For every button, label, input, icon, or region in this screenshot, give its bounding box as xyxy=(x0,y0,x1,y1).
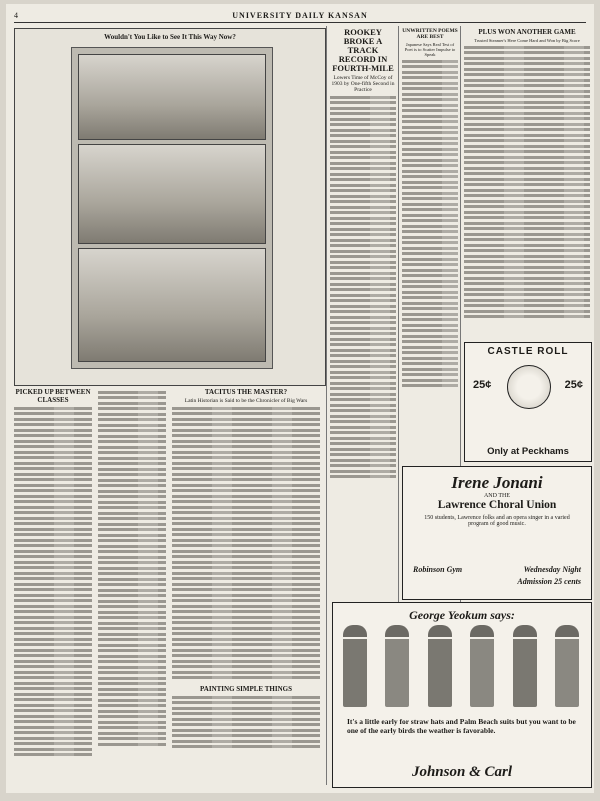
feature-block xyxy=(14,28,326,386)
newspaper-page xyxy=(6,4,594,793)
concert-ad xyxy=(402,466,592,600)
castle-tagline: Only at Peckhams xyxy=(487,446,569,457)
story-title: PLUS WON ANOTHER GAME xyxy=(478,28,576,36)
price-right: 25¢ xyxy=(564,379,583,391)
performer-name: Irene Jonani xyxy=(451,473,543,492)
castle-title: CASTLE ROLL xyxy=(487,346,569,357)
feature-title: Wouldn't You Like to See It This Way Now? xyxy=(104,33,236,41)
figure-icon xyxy=(343,625,367,707)
concert-admission: Admission 25 cents xyxy=(517,577,581,586)
story-picked-up xyxy=(14,388,92,788)
castle-emblem xyxy=(507,365,551,409)
masthead-rule xyxy=(14,22,586,23)
story-tacitus xyxy=(172,388,320,788)
concert-date: Wednesday Night xyxy=(523,565,581,574)
photo-collage xyxy=(71,47,273,369)
figure-icon xyxy=(428,625,452,707)
sponsor-logo: Johnson & Carl xyxy=(411,764,513,780)
story-subtitle: Trusted Steamer's Here Come Hard and Won by Big Score xyxy=(474,38,580,43)
story-title: PICKED UP BETWEEN CLASSES xyxy=(15,388,91,404)
story-column-filler xyxy=(98,388,166,788)
yeokum-ad xyxy=(332,602,592,788)
price-left: 25¢ xyxy=(473,379,492,391)
masthead xyxy=(14,8,586,22)
castle-roll-ad xyxy=(464,342,592,462)
photo-top xyxy=(78,54,266,140)
story-plus-won xyxy=(464,28,590,340)
concert-venue: Robinson Gym xyxy=(413,565,463,574)
story-title-painting: PAINTING SIMPLE THINGS xyxy=(200,685,292,693)
figure-icon xyxy=(555,625,579,707)
paper-name: UNIVERSITY DAILY KANSAN xyxy=(232,11,368,20)
story-title: UNWRITTEN POEMS ARE BEST xyxy=(402,28,458,40)
story-subtitle: Japanese Says Real Test of Poet is to Scatter Impulse to Speak xyxy=(404,42,456,57)
concert-and: AND THE xyxy=(483,493,511,499)
page-number: 4 xyxy=(14,11,19,20)
fashion-figures xyxy=(343,625,579,711)
story-title: ROOKEY BROKE A TRACK RECORD IN FOURTH-MILE xyxy=(332,28,394,73)
yeokum-title: George Yeokum says: xyxy=(409,608,515,622)
story-title: TACITUS THE MASTER? xyxy=(204,388,288,396)
group-name: Lawrence Choral Union xyxy=(437,499,557,511)
concert-details: 150 students, Lawrence folks and an opera singer in a varied program of good music. xyxy=(424,515,570,527)
yeokum-tagline: It's a little early for straw hats and Palm Beach suits but you want to be one of the early birds the weather is favorable. xyxy=(347,717,576,735)
story-subtitle: Latin Historian is Said to be the Chronicler of Big Wars xyxy=(184,398,308,404)
photo-middle xyxy=(78,144,266,244)
column-rule xyxy=(326,26,327,785)
figure-icon xyxy=(513,625,537,707)
story-subtitle: Lowers Time of McCoy of 1903 by One-fifth Second in Practice xyxy=(331,75,395,93)
photo-bottom xyxy=(78,248,266,362)
figure-icon xyxy=(470,625,494,707)
figure-icon xyxy=(385,625,409,707)
